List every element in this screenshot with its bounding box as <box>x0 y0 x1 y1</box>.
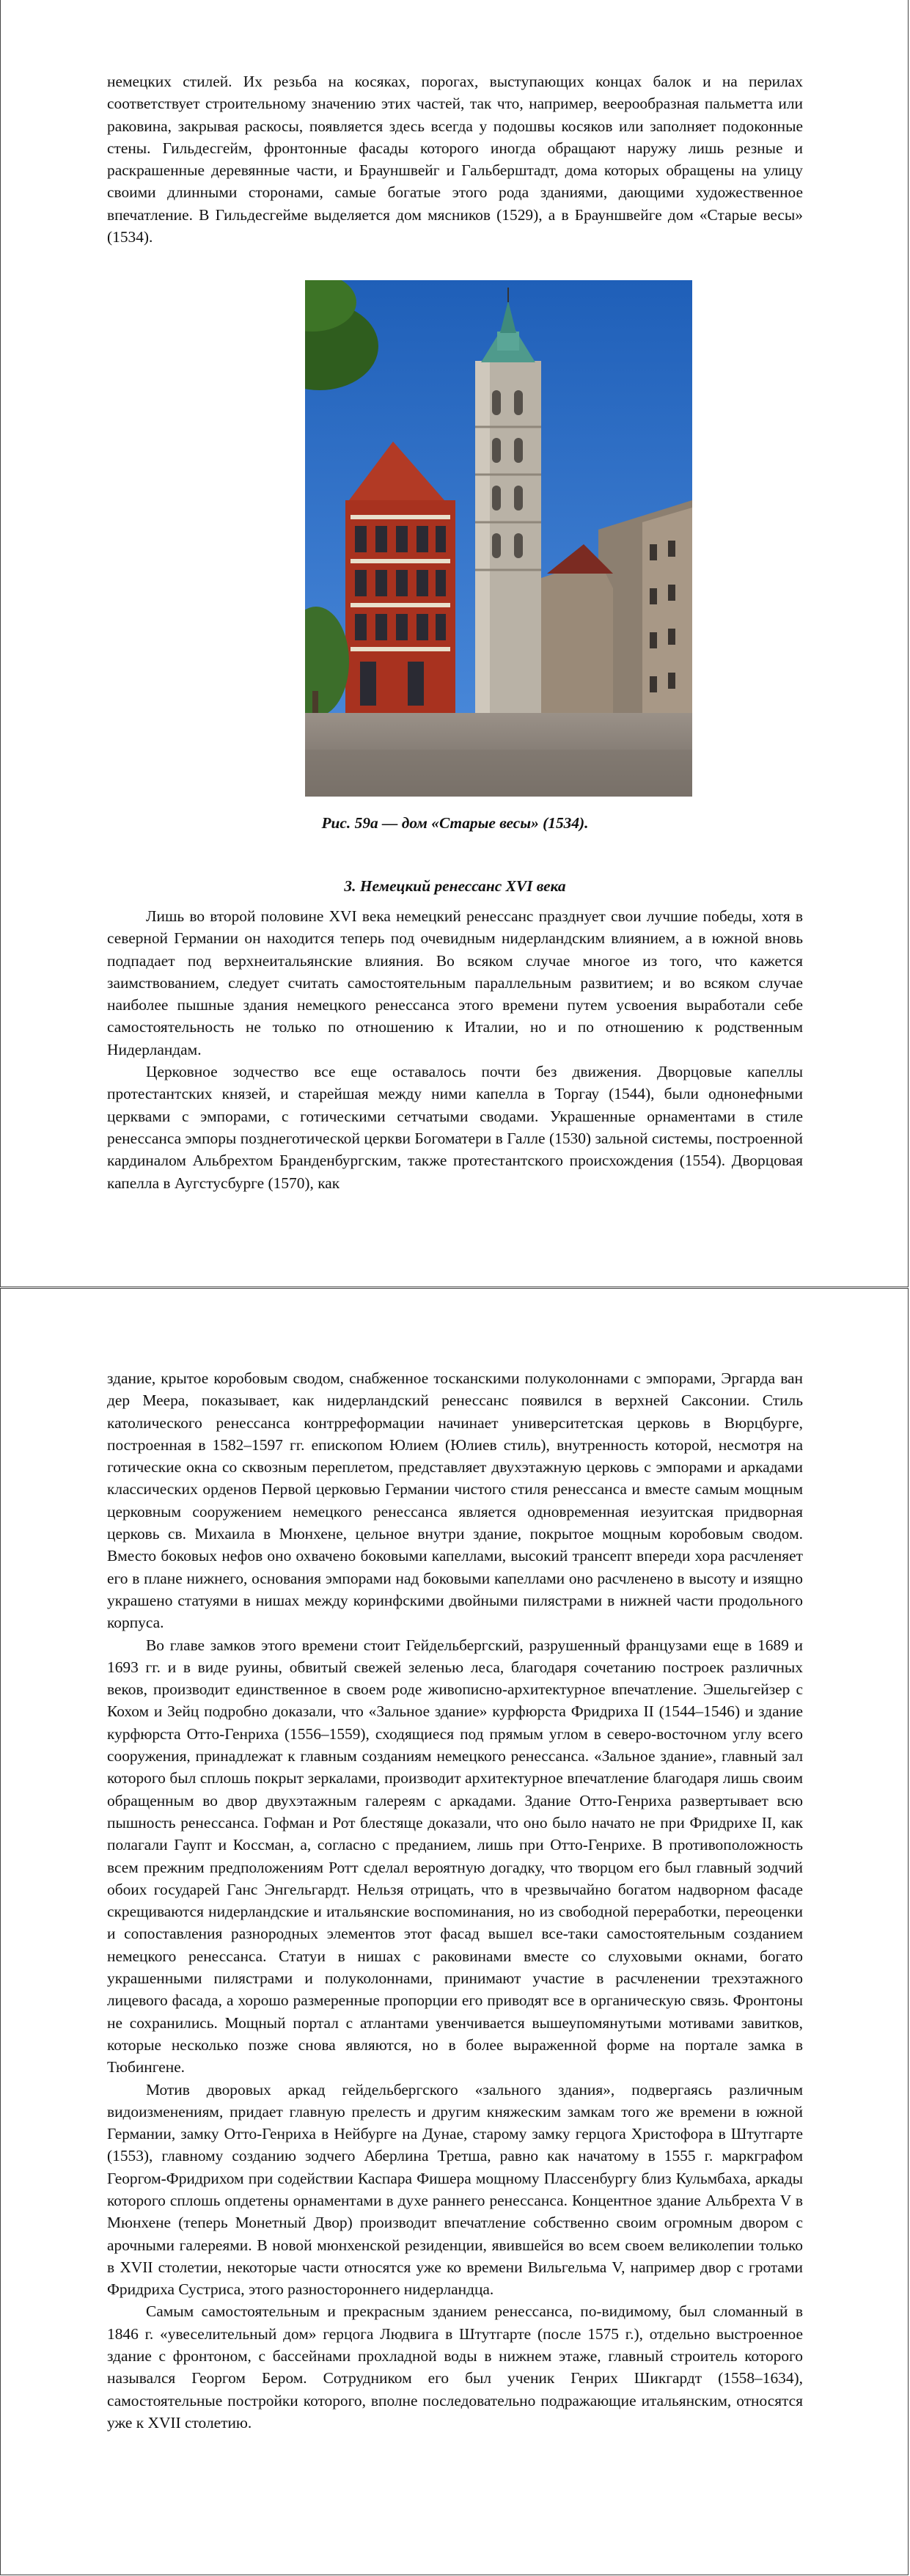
page-2-text-block <box>107 1367 803 2434</box>
paragraph: Самым самостоятельным и прекрасным зданием ренессанса, по-видимому, был сломанный в 1846 г. «увеселительный дом» герцога Людвига в Штутгарте (после 1575 г.), отдельно выстроенное здание с фронтоном, с бассейнами прохладной воды в нижнем этаже, главный строитель которого назывался Георгом Бером. Сотрудником его был ученик Генрих Шикгардт (1558–1634), самостоятельные постройки которого, вполне последовательно подражающие итальянским, относятся уже к XVII столетию. <box>107 2302 803 2432</box>
intro-paragraph: немецких стилей. Их резьба на косяках, порогах, выступающих концах балок и на перилах соответствует строительному значению этих частей, так что, например, веерообразная пальметта или раковина, закрывая раскосы, появляется здесь всегда у подошвы косяков или заполняет подоконные стены. Гильдесгейм, фронтонные фасады которого иногда обращают наружу лишь резные и раскрашенные деревянные части, и Брауншвейг и Гальберштадт, дома которых обращены на улицу своими длинными сторонами, самые богатые этого рода зданиями, дающими художественное впечатление. В Гильдесгейме выделяется дом мясников (1529), а в Брауншвейге дом «Старые весы» (1534). <box>107 73 803 246</box>
page-2 <box>0 1288 909 2575</box>
old-scales-house-photo <box>305 280 692 797</box>
paragraph: здание, крытое коробовым сводом, снабженное тосканскими полуколоннами с эмпорами, Эргарда ван дер Меера, показывает, как нидерландский ренессанс появился в верхней Саксонии. Стиль католического ренессанса контрреформации начинает университетская церковь в Вюрцбурге, построенная в 1582–1597 гг. епископом Юлием (Юлиев стиль), внутренность которой, несмотря на готические окна со сквозным переплетом, представляет двухэтажную церковь с эмпорами и аркадами классических орденов Первой церковью Германии чистого стиля ренессанса и вместе самым мощным церковным сооружением немецкого ренессанса является одновременная иезуитская придворная церковь св. Михаила в Мюнхене, цельное внутри здание, покрытое мощным коробовым сводом. Вместо боковых нефов оно охвачено боковыми капеллами, высокий трансепт впереди хора расчленяет его в плане нижнего, основания эмпорами над боковыми капеллами оно расчленено в высоту и изящно украшено статуями в нишах между коринфскими двойными пилястрами в нижней части продольного корпуса. <box>107 1369 803 1632</box>
paragraph: Мотив дворовых аркад гейдельбергского «зального здания», подвергаясь различным видоизменениям, придает главную прелесть и другим княжеским замкам того же времени в южной Германии, замку Отто-Генриха в Нейбурге на Дунае, старому замку герцога Христофора в Штутгарте (1553), главному созданию зодчего Аберлина Третша, равно как начатому в 1555 г. маркграфом Георгом-Фридрихом при содействии Каспара Фишера мощному Плассенбургу близ Кульмбаха, аркады которого сплошь опдетены орнаментами в духе раннего ренессанса. Концентное здание Альбрехта V в Мюнхене (теперь Монетный Двор) производит впечатление собственно своим огромным двором с арочными галереями. В новой мюнхенской резиденции, явившейся во всем своем великолепии только в XVII столетии, некоторые части относятся уже ко времени Вильгельма V, например двор с гротами Фридриха Сустриса, этого разностороннего нидерландца. <box>107 2080 804 2299</box>
intro-text-block <box>107 70 803 248</box>
paragraph: Церковное зодчество все еще оставалось почти без движения. Дворцовые капеллы протестантских князей, и старейшая между ними капелла в Торгау (1544), были однонефными церквами с эмпорами, с готическими сетчатыми сводами. Украшенные орнаментами в стиле ренессанса эмпоры позднеготической церкви Богоматери в Галле (1530) зальной системы, построенной кардиналом Альбрехтом Бранденбургским, также протестантского происхождения (1554). Дворцовая капелла в Аугстусбурге (1570), как <box>107 1063 803 1192</box>
page-1 <box>0 0 909 1287</box>
figure-caption: Рис. 59а — дом «Старые весы» (1534). <box>321 814 589 832</box>
paragraph: Лишь во второй половине XVI века немецкий ренессанс празднует свои лучшие победы, хотя в северной Германии он находится теперь под очевидным нидерландским влиянием, а в южной вновь подпадает под верхнеитальянские влияния. Во всяком случае многое из того, что кажется заимствованием, следует считать самостоятельным параллельным развитием; и во всяком случае наиболее пышные здания немецкого ренессанса этого времени путем усвоения выработали себе самостоятельность не только по отношению к Италии, но и по отношению к родственным Нидерландам. <box>107 907 803 1058</box>
section-heading: 3. Немецкий ренессанс XVI века <box>344 877 566 895</box>
section-text-block <box>107 905 803 1194</box>
paragraph: Во главе замков этого времени стоит Гейдельбергский, разрушенный французами еще в 1689 и 1693 гг. и в виде руины, обвитый свежей зеленью леса, благодаря сочетанию построек различных веков, производит единственное в своем роде живописно-архитектурное впечатление. Эшельгейзер с Кохом и Зейц подробно доказали, что «Зальное здание» курфюрста Фридриха II (1544–1546) и здание курфюрста Отто-Генриха (1556–1559), сходящиеся под прямым углом в северо-восточном углу всего сооружения, принадлежат к главным созданиям немецкого ренессанса. «Зальное здание», главный зал которого был сплошь покрыт зеркалами, производит архитектурное впечатление благодаря лишь своим обращенным во двор двухэтажным галереям с аркадами. Здание Отто-Генриха развертывает всю пышность ренессанса. Гофман и Рот блестяще доказали, что оно было начато не при Фридрихе II, как полагали Гаупт и Коссман, а, согласно с преданием, лишь при Отто-Генрихе. В противоположность всем прежним предположениям Ротт сделал вероятную догадку, что творцом его был главный зодчий обоих государей Ганс Энгельгардт. Нельзя отрицать, что в чрезвычайно богатом надворном фасаде скрещиваются нидерландские и итальянские воспоминания, но из свободной переработки, переоценки и сопоставления разнородных элементов этот фасад вышел все-таки самостоятельным созданием немецкого ренессанса. Статуи в нишах с раковинами вместе со слуховыми окнами, богато украшенными пилястрами и полуколоннами, принимают участие в расчленении трехэтажного лицевого фасада, а хорошо размеренные пропорции его приводят все в органическую связь. Фронтоны не сохранились. Мощный портал с атлантами увенчивается вышеупомянутыми мотивами завитков, которые несколько позже снова являются, но в более выраженной форме на портале замка в Тюбингене. <box>107 1636 803 2076</box>
